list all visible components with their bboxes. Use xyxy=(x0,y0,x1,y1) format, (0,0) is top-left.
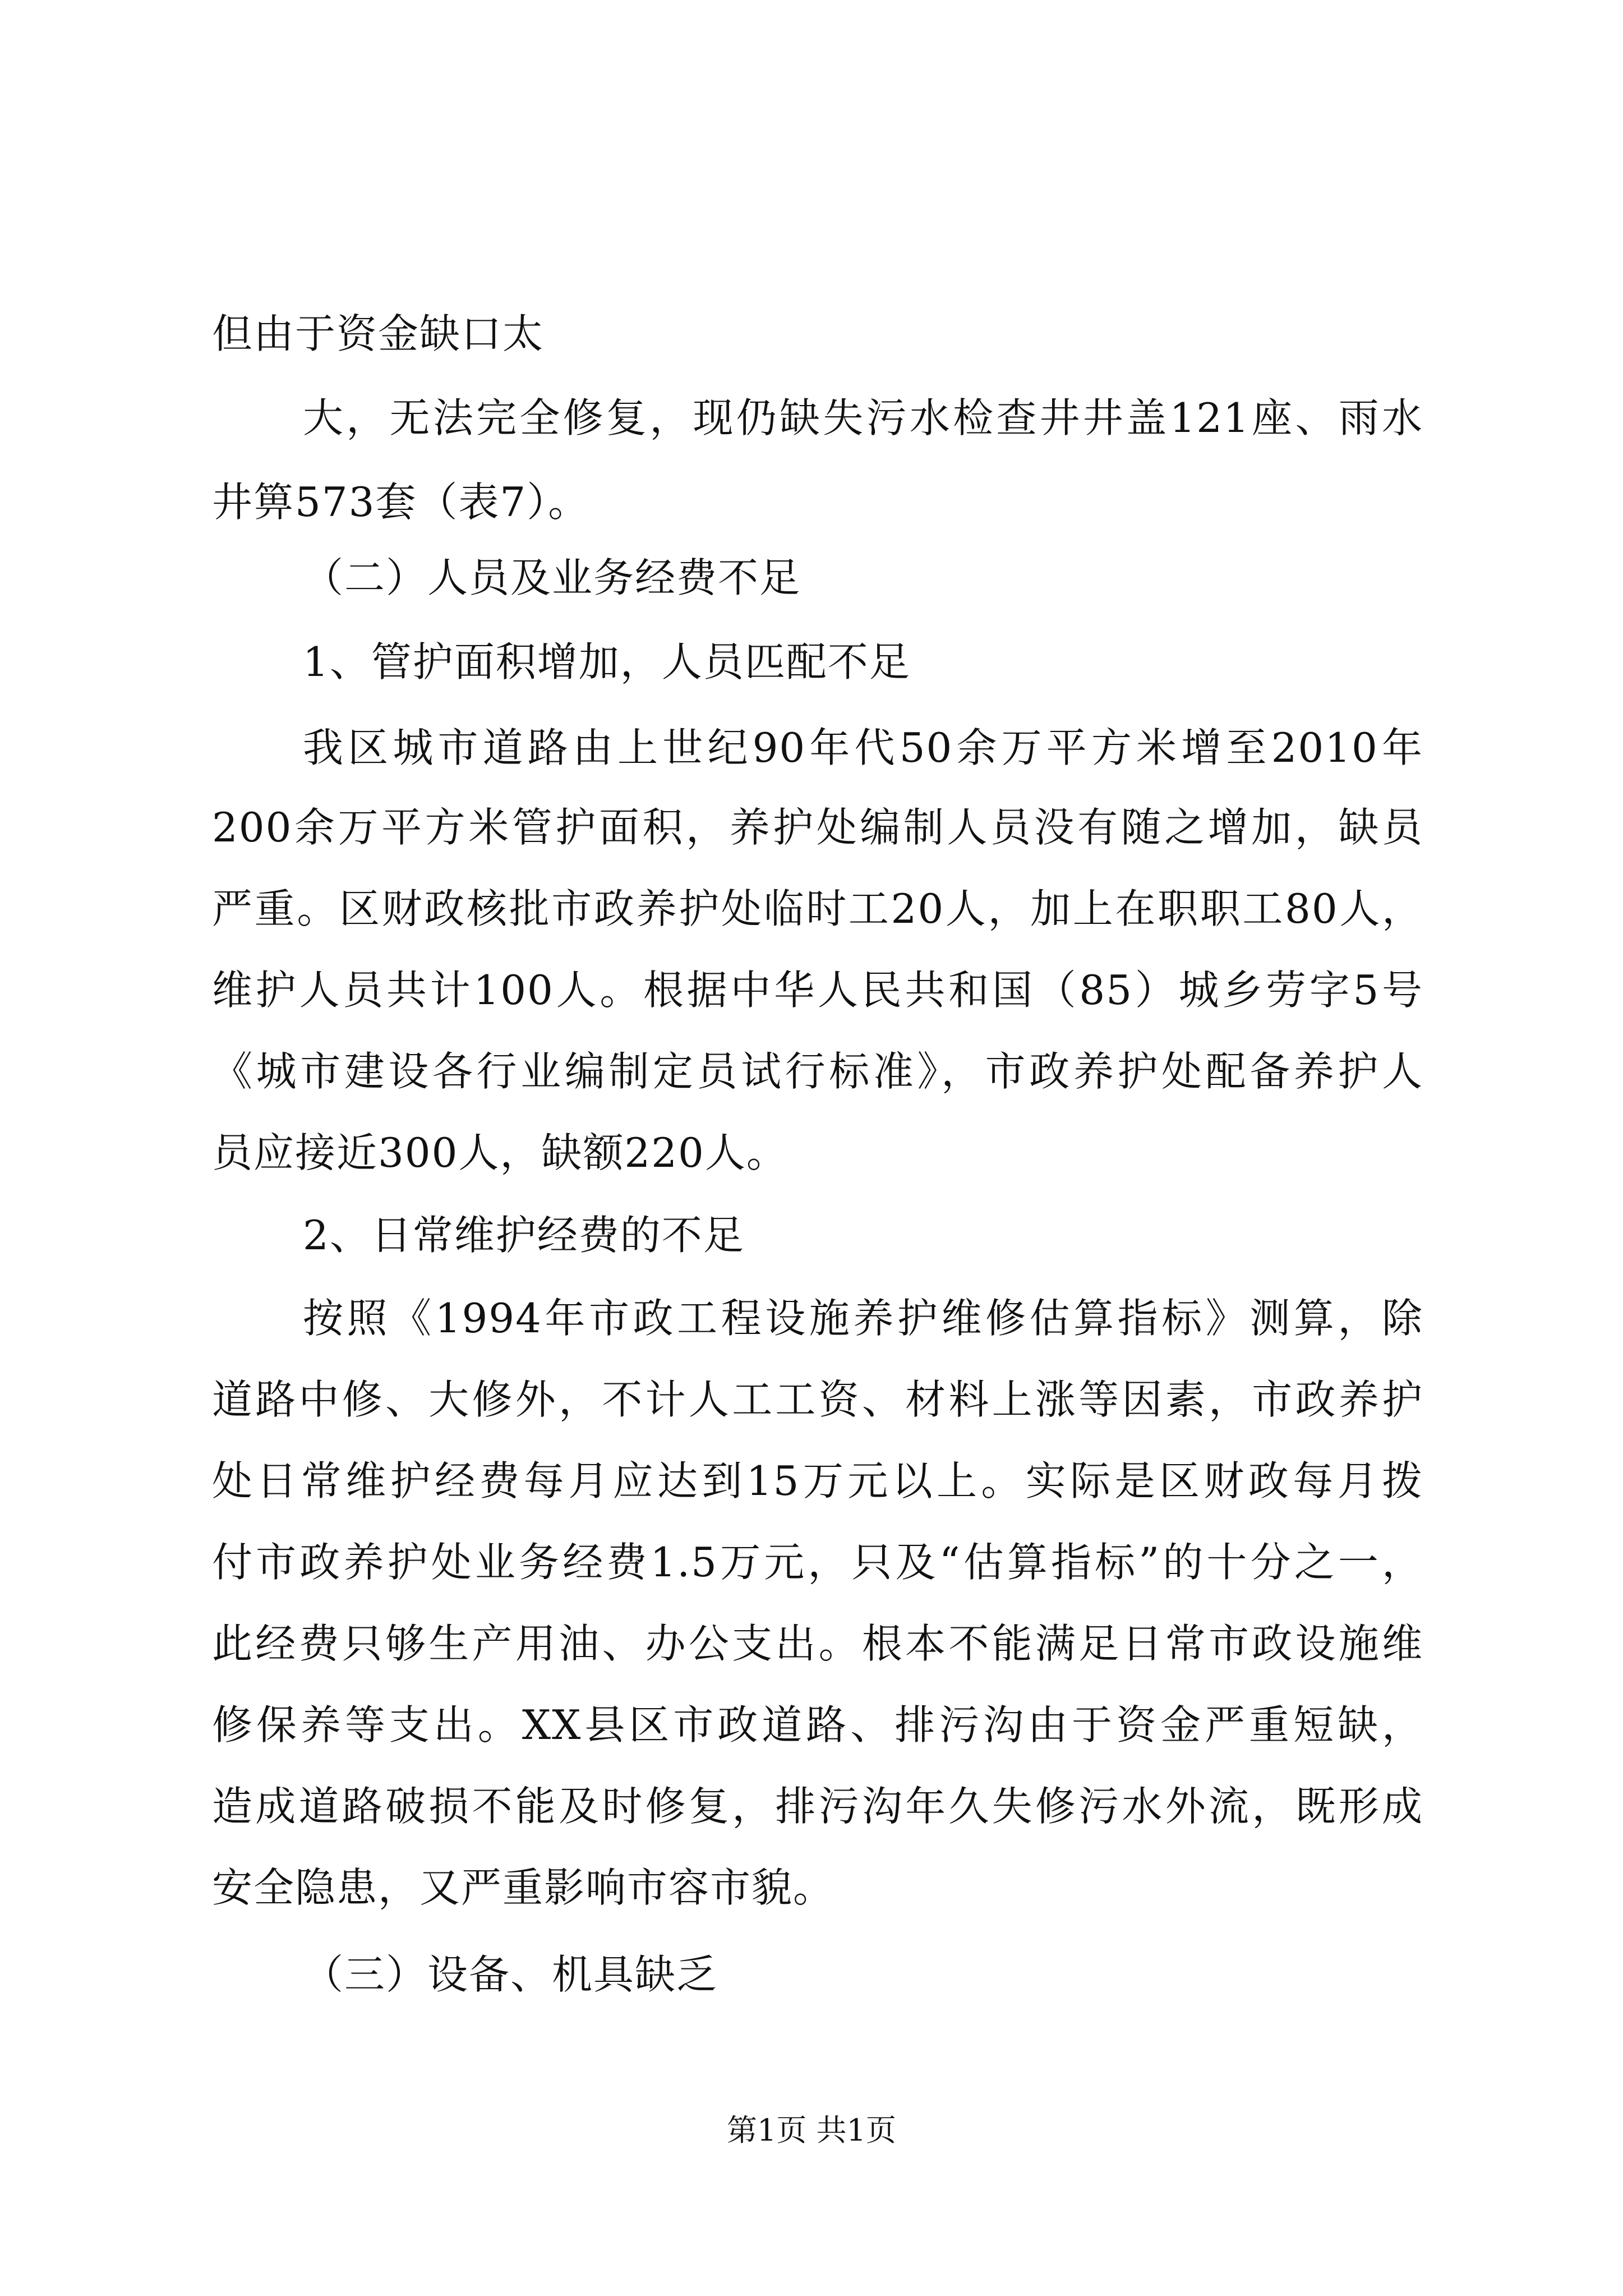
text-line-19: 造成道路破损不能及时修复，排污沟年久失修污水外流，既形成 xyxy=(212,1783,1423,1830)
page-footer: 第1页 共1页 xyxy=(727,2113,896,2148)
text-line-15: 处日常维护经费每月应达到15万元以上。实际是区财政每月拨 xyxy=(212,1457,1423,1504)
text-line-20: 安全隐患，又严重影响市容市貌。 xyxy=(212,1864,835,1911)
text-line-17: 此经费只够生产用油、办公支出。根本不能满足日常市政设施维 xyxy=(212,1620,1423,1667)
section-heading-3: （三）设备、机具缺乏 xyxy=(303,1951,718,1998)
text-line-14: 道路中修、大修外，不计人工工资、材料上涨等因素，市政养护 xyxy=(212,1376,1423,1423)
text-line-1: 但由于资金缺口太 xyxy=(212,310,545,357)
text-line-13: 按照《1994年市政工程设施养护维修估算指标》测算，除 xyxy=(303,1295,1423,1342)
text-line-16: 付市政养护处业务经费1.5万元，只及“估算指标”的十分之一， xyxy=(212,1539,1423,1586)
text-line-6: 我区城市道路由上世纪90年代50余万平方米增至2010年 xyxy=(303,724,1423,771)
text-line-8: 严重。区财政核批市政养护处临时工20人，加上在职职工80人， xyxy=(212,885,1423,932)
section-heading-2: （二）人员及业务经费不足 xyxy=(303,554,801,601)
subheading-2: 2、日常维护经费的不足 xyxy=(303,1212,745,1259)
text-line-18: 修保养等支出。XX县区市政道路、排污沟由于资金严重短缺， xyxy=(212,1701,1423,1749)
subheading-1: 1、管护面积增加，人员匹配不足 xyxy=(303,638,911,685)
text-line-10: 《城市建设各行业编制定员试行标准》，市政养护处配备养护人 xyxy=(212,1048,1423,1095)
text-line-7: 200余万平方米管护面积，养护处编制人员没有随之增加，缺员 xyxy=(212,804,1423,851)
text-line-11: 员应接近300人，缺额220人。 xyxy=(212,1129,788,1176)
text-line-2: 大，无法完全修复，现仍缺失污水检查井井盖121座、雨水 xyxy=(303,394,1423,441)
text-line-3: 井箅573套（表7）。 xyxy=(212,478,590,526)
text-line-9: 维护人员共计100人。根据中华人民共和国（85）城乡劳字5号 xyxy=(212,967,1423,1014)
